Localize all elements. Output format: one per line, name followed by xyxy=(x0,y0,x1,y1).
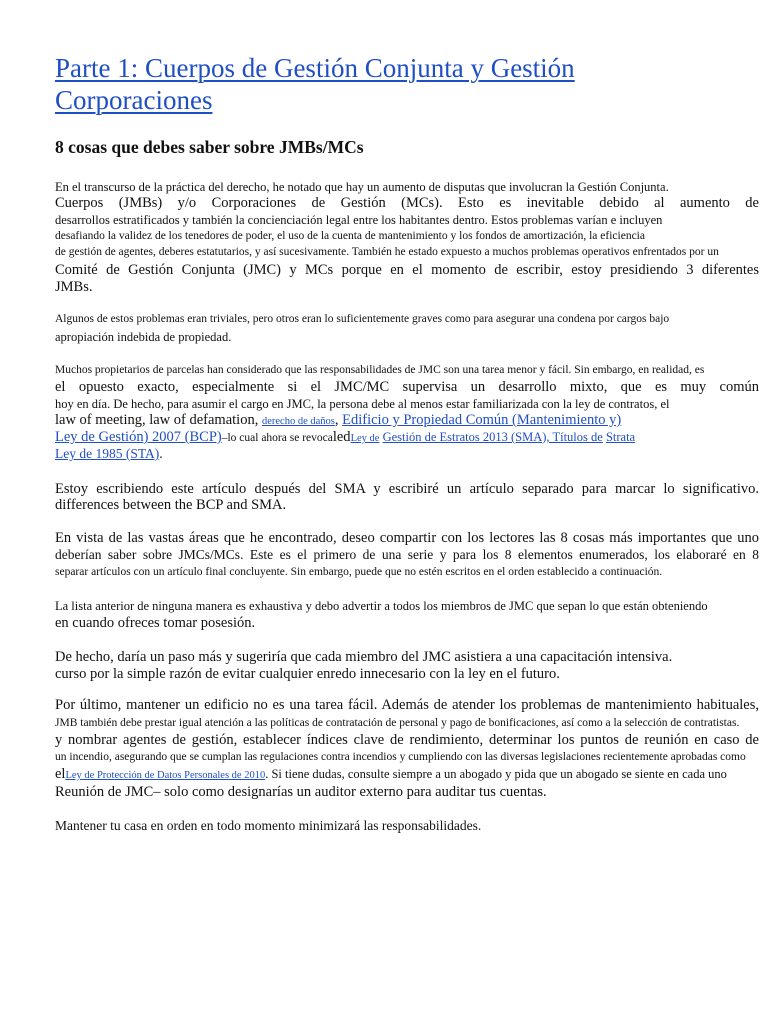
link-strata[interactable]: Strata xyxy=(605,430,636,444)
p7-line-2: curso por la simple razón de evitar cualquier enredo innecesario con la ley en el futuro. xyxy=(55,666,560,682)
p3-led-text: led xyxy=(332,429,351,445)
p3-line-4-text: law of meeting, law of defamation, xyxy=(55,412,259,428)
p1-line-2: Cuerpos (JMBs) y/o Corporaciones de Gestión (MCs). Esto es inevitable debido al aumento de xyxy=(55,195,759,211)
p4-line-2: differences between the BCP and SMA. xyxy=(55,497,287,513)
link-gestion-estratos-2013[interactable]: Gestión de Estratos 2013 (SMA), Títulos de xyxy=(382,430,603,444)
link-ley-gestion-2007[interactable]: Ley de Gestión) 2007 (BCP) xyxy=(55,429,222,445)
p3-line-1: Muchos propietarios de parcelas han considerado que las responsabilidades de JMC son una tarea menor y fácil. Sin embargo, en realidad, es xyxy=(55,364,705,376)
link-derecho-de-danos[interactable]: derecho de daños xyxy=(261,416,335,427)
p5-line-1: En vista de las vastas áreas que he encontrado, deseo compartir con los lectores las 8 cosas más importantes que uno xyxy=(55,530,759,546)
p1-line-7: JMBs. xyxy=(55,279,93,295)
p8-line-5 xyxy=(55,766,727,784)
section-subtitle: 8 cosas que debes saber sobre JMBs/MCs xyxy=(55,137,364,157)
title-line-2[interactable]: Corporaciones xyxy=(55,85,213,115)
p6-line-2: en cuando ofreces tomar posesión. xyxy=(55,615,256,631)
p3-revoked-text: –lo cual ahora se revoca xyxy=(221,432,333,444)
p1-line-4: desafiando la validez de los tenedores de poder, el uso de la cuenta de mantenimiento y los fondos de amortización, la eficiencia xyxy=(55,230,645,242)
p8-line-3: y nombrar agentes de gestión, establecer índices clave de rendimiento, determinar los puntos de reunión en caso de xyxy=(55,732,759,748)
p8-line-1: Por último, mantener un edificio no es una tarea fácil. Además de atender los problemas de mantenimiento habituales, xyxy=(55,697,759,713)
p8-line-2: JMB también debe prestar igual atención a las políticas de contratación de personal y pago de bonificaciones, así como a la selección de contratistas. xyxy=(55,717,740,729)
p3-line-4 xyxy=(55,412,621,430)
p3-line-3: hoy en día. De hecho, para asumir el cargo en JMC, la persona debe al menos estar familiarizada con la ley de contratos, el xyxy=(55,397,670,411)
p2-line-2: apropiación indebida de propiedad. xyxy=(55,330,232,344)
p1-line-5: de gestión de agentes, deberes estatutarios, y así sucesivamente. También he estado expuesto a muchos problemas operativos enfrentados por un xyxy=(55,246,719,258)
p2-line-1: Algunos de estos problemas eran triviales, pero otros eran lo suficientemente graves como para asegurar una condena por cargos bajo xyxy=(55,313,670,325)
p5-line-3: separar artículos con un artículo final concluyente. Sin embargo, puede que no estén escritos en el orden establecido a continuación. xyxy=(55,566,663,578)
link-proteccion-datos-2010[interactable]: Ley de Protección de Datos Personales de 2010 xyxy=(65,770,266,781)
link-edificio-propiedad-comun[interactable]: Edificio y Propiedad Común (Mantenimiento y) xyxy=(342,412,622,428)
p4-line-1: Estoy escribiendo este artículo después del SMA y escribiré un artículo separado para marcar lo significativo. xyxy=(55,481,759,497)
p9-line-1: Mantener tu casa en orden en todo momento minimizará las responsabilidades. xyxy=(55,818,482,833)
p3-line-5 xyxy=(55,429,635,447)
p3-line-2: el opuesto exacto, especialmente si el JMC/MC supervisa un desarrollo mixto, que es muy común xyxy=(55,379,759,395)
p5-line-2: deberían saber sobre JMCs/MCs. Este es el primero de una serie y para los 8 elementos enumerados, los elaboraré en 8 xyxy=(55,547,759,562)
link-ley-1985-sta[interactable]: Ley de 1985 (STA) xyxy=(55,446,160,461)
p3-sep: , xyxy=(334,412,339,428)
p8-el: el xyxy=(55,766,66,782)
p8-line-4: un incendio, asegurando que se cumplan las regulaciones contra incendios y cumpliendo con las diversas legislaciones recientemente aprobadas como xyxy=(55,751,746,763)
p6-line-1: La lista anterior de ninguna manera es exhaustiva y debo advertir a todos los miembros de JMC que sepan lo que están obteniendo xyxy=(55,599,708,613)
p1-line-6: Comité de Gestión Conjunta (JMC) y MCs porque en el momento de escribir, estoy presidiendo 3 diferentes xyxy=(55,262,759,278)
p8-line-6: Reunión de JMC– solo como designarías un auditor externo para auditar tus cuentas. xyxy=(55,784,547,800)
title-line-1[interactable]: Parte 1: Cuerpos de Gestión Conjunta y Gestión xyxy=(55,53,575,83)
p8-line-5-text: . Si tiene dudas, consulte siempre a un abogado y pida que un abogado se siente en cada uno xyxy=(265,767,727,781)
p3-end: . xyxy=(159,446,163,461)
p3-line-6 xyxy=(55,446,163,462)
p1-line-3: desarrollos estratificados y también la concienciación legal entre los habitantes dentro. Estos problemas varían e incluyen xyxy=(55,213,663,227)
p1-line-1: En el transcurso de la práctica del derecho, he notado que hay un aumento de disputas que involucran la Gestión Conjunta. xyxy=(55,180,669,194)
page-title[interactable] xyxy=(55,52,735,116)
link-ley-de[interactable]: Ley de xyxy=(350,433,380,444)
p7-line-1: De hecho, daría un paso más y sugeriría que cada miembro del JMC asistiera a una capacitación intensiva. xyxy=(55,649,673,665)
